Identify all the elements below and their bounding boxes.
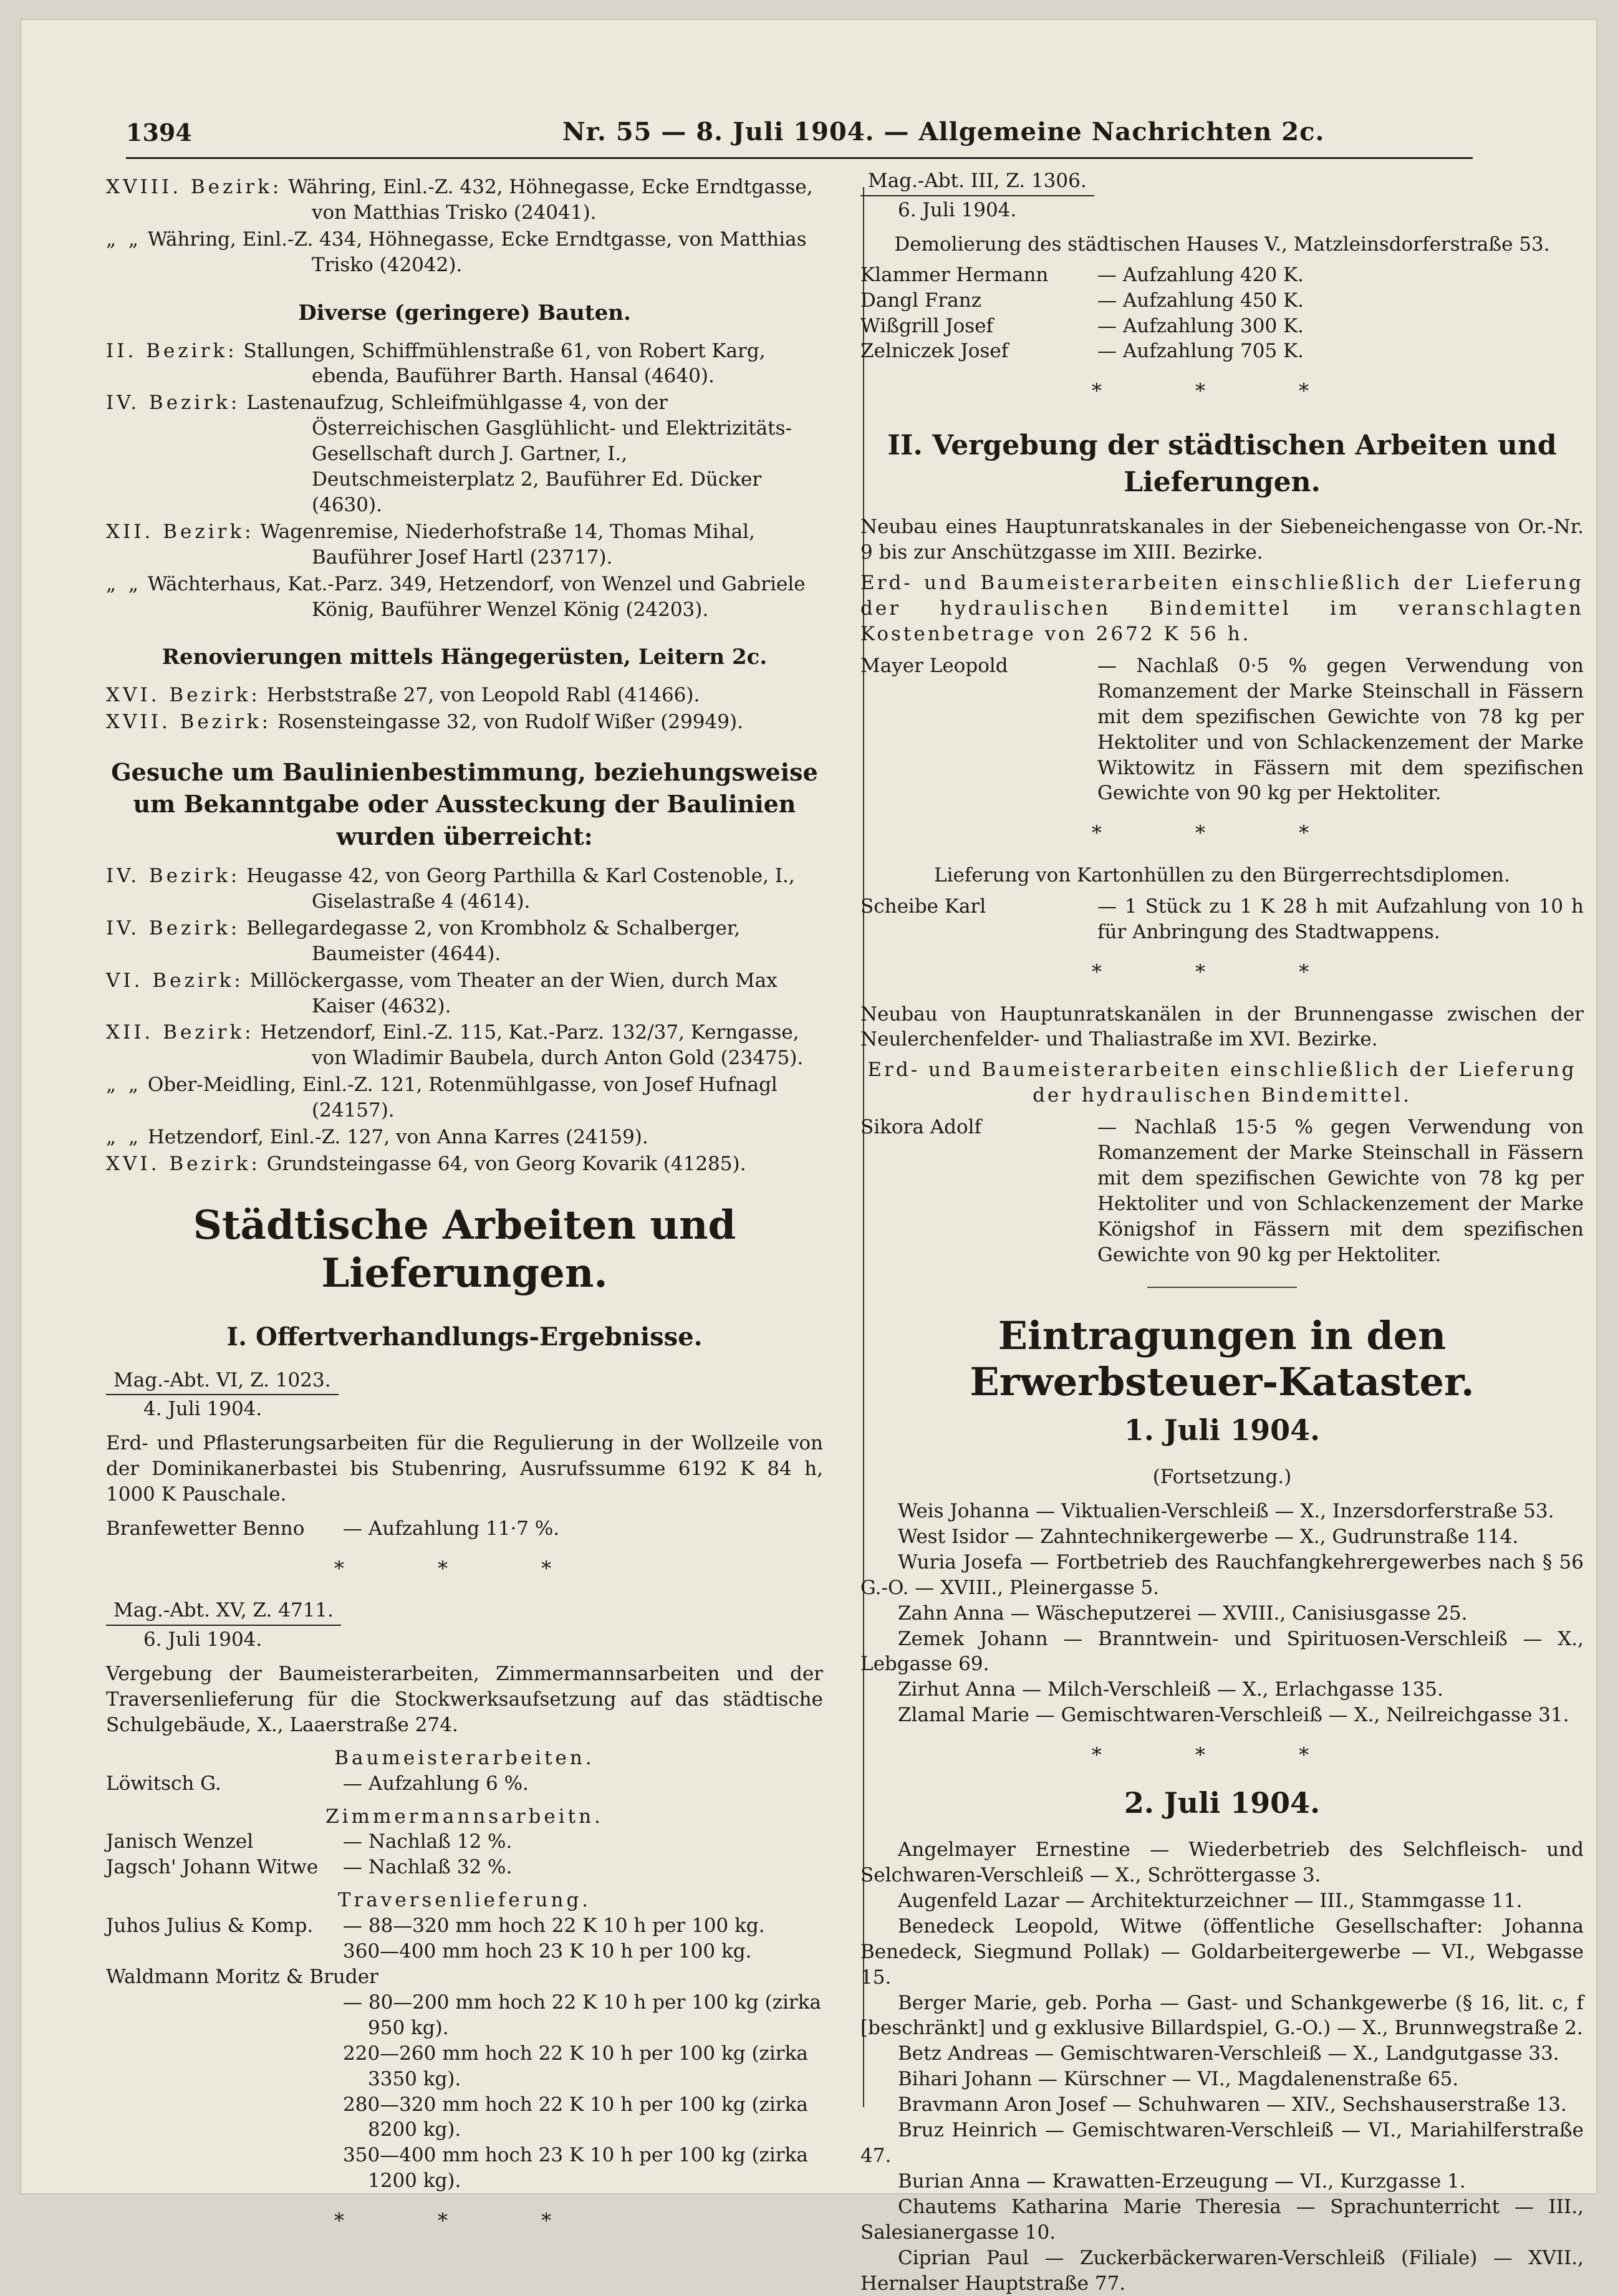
bezirk-entry: IV. Bezirk: Bellegardegasse 2, von Krombholz & Schalberger, Baumeister (4644). <box>106 916 741 965</box>
bidder-row: Janisch Wenzel — Nachlaß 12 %. <box>106 1830 513 1853</box>
register-entry: Zemek Johann — Branntwein- und Spirituosen-Verschleiß — X., Lebgasse 69. <box>860 1627 1584 1676</box>
section-title-eintragungen: Eintragungen in den Erwerbsteuer-Kataster. <box>970 1312 1475 1405</box>
separator-stars: * * * <box>1091 960 1353 984</box>
award-title: Demolierung des städtischen Hauses V., Matzleinsdorferstraße 53. <box>894 233 1550 256</box>
register-entry: Benedeck Leopold, Witwe (öffentliche Gesellschafter: Johanna Benedeck, Siegmund Pollak) — Goldarbeitergewerbe — VI., Webgasse 15. <box>860 1914 1584 1989</box>
award-block <box>860 863 1584 946</box>
award-title: Neubau eines Hauptunratskanales in der Siebeneichengasse von Or.-Nr. 9 bis zur Anschützgasse im XIII. Bezirke. <box>860 516 1584 564</box>
register-entry: Zlamal Marie — Gemischtwaren-Verschleiß — X., Neilreichgasse 31. <box>898 1704 1569 1727</box>
bezirk-entry: „ „ Hetzendorf, Einl.-Z. 127, von Anna Karres (24159). <box>106 1126 648 1149</box>
bezirk-entry: XVII. Bezirk: Rosensteingasse 32, von Rudolf Wißer (29949). <box>106 711 743 734</box>
bidder-row: Zelniczek Josef — Aufzahlung 705 K. <box>860 340 1304 363</box>
separator-stars: * * * <box>334 2209 595 2233</box>
register-entry: Bruz Heinrich — Gemischtwaren-Verschleiß — VI., Mariahilferstraße 47. <box>860 2119 1584 2167</box>
award-date: 4. Juli 1904. <box>143 1398 262 1421</box>
register-entry: Wuria Josefa — Fortbetrieb des Rauchfangkehrergewerbes nach § 56 G.-O. — XVIII., Pleinergasse 5. <box>860 1550 1584 1599</box>
bidder-row: Wißgrill Josef — Aufzahlung 300 K. <box>860 314 1304 337</box>
award-title: Vergebung der Baumeisterarbeiten, Zimmermannsarbeiten und der Traversenlieferung für die Stockwerksaufsetzung auf das städtische Schulgebäude, X., Laaerstraße 274. <box>106 1663 823 1736</box>
bezirk-entry: XVI. Bezirk: Grundsteingasse 64, von Georg Kovarik (41285). <box>106 1153 746 1176</box>
department-ref: Mag.-Abt. VI, Z. 1023. <box>106 1368 339 1396</box>
bidder-row: Jagsch' Johann Witwe — Nachlaß 32 %. <box>106 1856 513 1879</box>
register-list <box>860 1837 1584 2296</box>
section-rule <box>1147 1287 1297 1288</box>
award-block <box>860 168 1584 364</box>
award-date: 6. Juli 1904. <box>143 1628 262 1651</box>
award-block <box>860 514 1584 806</box>
award-title: Neubau von Hauptunratskanälen in der Brunnengasse zwischen der Neulerchenfelder- und Thaliastraße im XVI. Bezirke. <box>860 1002 1584 1051</box>
running-header: Nr. 55 — 8. Juli 1904. — Allgemeine Nachrichten 2c. <box>562 117 1325 147</box>
price-lines: — 80—200 mm hoch 22 K 10 h per 100 kg (zirka 950 kg). 220—260 mm hoch 22 K 10 h per 100 kg (zirka 3350 kg). 280—320 mm hoch 22 K 10 h per 100 kg (zirka 8200 kg). 350—400 mm hoch 23 K 10 h per 100 kg (zirka 1200 kg). <box>343 1991 822 2193</box>
section-heading-renovierungen: Renovierungen mittels Hängegerüsten, Leitern 2c. <box>161 645 768 670</box>
award-title: Lieferung von Kartonhüllen zu den Bürgerrechtsdiplomen. <box>934 863 1510 886</box>
section-heading-offert: I. Offertverhandlungs-Ergebnisse. <box>226 1322 703 1352</box>
bidder-row: Dangl Franz — Aufzahlung 450 K. <box>860 289 1304 312</box>
bidder-row: 360—400 mm hoch 23 K 10 h per 100 kg. <box>343 1940 752 1963</box>
bezirk-entry: VI. Bezirk: Millöckergasse, vom Theater an der Wien, durch Max Kaiser (4632). <box>106 969 778 1017</box>
register-entry: Weis Johanna — Viktualien-Verschleiß — X., Inzersdorferstraße 53. <box>898 1499 1554 1522</box>
award-subheading: Traversenlieferung. <box>337 1889 592 1912</box>
register-entry: Angelmayer Ernestine — Wiederbetrieb des Selchfleisch- und Selchwaren-Verschleiß — X., Schröttergasse 3. <box>860 1838 1584 1886</box>
header-rule <box>126 157 1473 159</box>
section-heading-gesuche: Gesuche um Baulinienbestimmung, beziehungsweise um Bekanntgabe oder Aussteckung der Baulinien wurden überreicht: <box>111 758 818 850</box>
award-subheading: Zimmermannsarbeitn. <box>325 1805 604 1828</box>
bezirk-entry: „ „ Währing, Einl.-Z. 434, Höhnegasse, Ecke Erndtgasse, von Matthias Trisko (42042). <box>106 228 807 276</box>
bezirk-entry: XII. Bezirk: Hetzendorf, Einl.-Z. 115, Kat.-Parz. 132/37, Kerngasse, von Wladimir Baubela, durch Anton Gold (23475). <box>106 1021 804 1070</box>
bidder-row: Klammer Hermann — Aufzahlung 420 K. <box>860 263 1304 286</box>
register-entry: Ciprian Paul — Zuckerbäckerwaren-Verschleiß (Filiale) — XVII., Hernalser Hauptstraße 77. <box>860 2246 1584 2295</box>
register-entry: West Isidor — Zahntechnikergewerbe — X., Gudrunstraße 114. <box>898 1525 1519 1548</box>
bezirk-entry: IV. Bezirk: Heugasse 42, von Georg Parthilla & Karl Costenoble, I., Giselastraße 4 (4614). <box>106 865 795 913</box>
register-entry: Berger Marie, geb. Porha — Gast- und Schankgewerbe (§ 16, lit. c, f [beschränkt] und g exklusive Billardspiel, G.-O.) — X., Brunnwegstraße 2. <box>860 1991 1584 2040</box>
date-heading: 2. Juli 1904. <box>1124 1786 1321 1820</box>
register-entry: Bihari Johann — Kürschner — VI., Magdalenenstraße 65. <box>898 2068 1459 2091</box>
register-list <box>860 1499 1584 1728</box>
bidder-row: Waldmann Moritz & Bruder <box>106 1965 378 1988</box>
bidder-row: Juhos Julius & Komp. — 88—320 mm hoch 22 K 10 h per 100 kg. <box>106 1914 765 1938</box>
separator-stars: * * * <box>1091 821 1353 845</box>
award-block <box>106 1598 823 2194</box>
department-ref: Mag.-Abt. III, Z. 1306. <box>860 168 1094 196</box>
bidder-row: Löwitsch G. — Aufzahlung 6 %. <box>106 1772 529 1795</box>
bezirk-entry: IV. Bezirk: Lastenaufzug, Schleifmühlgasse 4, von der Österreichischen Gasglühlicht- und Elektrizitäts-Gesellschaft durch J. Gartner, I., Deutschmeisterplatz 2, Bauführer Ed. Dücker (4630). <box>106 391 792 516</box>
bidder-row: Branfewetter Benno — Aufzahlung 11·7 %. <box>106 1517 560 1540</box>
bidder-row: Sikora Adolf — Nachlaß 15·5 % gegen Verwendung von Romanzement der Marke Steinschall in Fässern mit dem spezifischen Gewichte von 78 kg per Hektoliter und von Schlackenzement der Marke Königshof in Fässern mit dem spezifischen Gewichte von 90 kg per Hektoliter. <box>860 1116 1584 1266</box>
bezirk-entry: „ „ Wächterhaus, Kat.-Parz. 349, Hetzendorf, von Wenzel und Gabriele König, Bauführer Wenzel König (24203). <box>106 572 806 621</box>
register-entry: Augenfeld Lazar — Architekturzeichner — III., Stammgasse 11. <box>898 1889 1523 1912</box>
department-ref: Mag.-Abt. XV, Z. 4711. <box>106 1598 341 1626</box>
bezirk-entry: II. Bezirk: Stallungen, Schiffmühlenstraße 61, von Robert Karg, ebenda, Bauführer Barth. Hansal (4640). <box>106 339 766 388</box>
bezirk-entry: „ „ Ober-Meidling, Einl.-Z. 121, Rotenmühlgasse, von Josef Hufnagl (24157). <box>106 1074 778 1122</box>
award-subheading: Erd- und Baumeisterarbeiten einschließlich der Lieferung der hydraulischen Bindemittel im veranschlagten Kostenbetrage von 2672 K 56 h. <box>860 572 1584 645</box>
award-date: 6. Juli 1904. <box>898 198 1017 221</box>
left-column <box>106 175 823 2250</box>
page-number: 1394 <box>126 118 192 147</box>
bezirk-list-top <box>106 175 823 278</box>
register-entry: Chautems Katharina Marie Theresia — Sprachunterricht — III., Salesianergasse 10. <box>860 2195 1584 2244</box>
award-subheading: Baumeisterarbeiten. <box>334 1746 595 1769</box>
section-heading-vergebung: II. Vergebung der städtischen Arbeiten und Lieferungen. <box>887 429 1557 498</box>
register-entry: Burian Anna — Krawatten-Erzeugung — VI., Kurzgasse 1. <box>898 2169 1466 2193</box>
bidder-row: Scheibe Karl — 1 Stück zu 1 K 28 h mit Aufzahlung von 10 h für Anbringung des Stadtwappens. <box>860 895 1584 944</box>
right-column <box>860 168 1584 2296</box>
award-title: Erd- und Pflasterungsarbeiten für die Regulierung in der Wollzeile von der Dominikanerbastei bis Stubenring, Ausrufssumme 6192 K 84 h, 1000 K Pauschale. <box>106 1432 823 1506</box>
separator-stars: * * * <box>1091 1743 1353 1767</box>
award-block <box>860 1002 1584 1268</box>
date-heading: 1. Juli 1904. <box>1124 1413 1321 1448</box>
section-heading-diverse: Diverse (geringere) Bauten. <box>298 300 631 325</box>
bezirk-entry: XVI. Bezirk: Herbststraße 27, von Leopold Rabl (41466). <box>106 684 700 707</box>
award-block <box>106 1368 823 1542</box>
continuation-note: (Fortsetzung.) <box>1152 1466 1292 1489</box>
register-entry: Bravmann Aron Josef — Schuhwaren — XIV., Sechshauserstraße 13. <box>898 2093 1567 2116</box>
section-title-staedtische-arbeiten: Städtische Arbeiten und Lieferungen. <box>193 1201 736 1297</box>
bidder-row: Mayer Leopold — Nachlaß 0·5 % gegen Verwendung von Romanzement der Marke Steinschall in Fässern mit dem spezifischen Gewichte von 78 kg per Hektoliter und von Schlackenzement der Marke Wiktowitz in Fässern mit dem spezifischen Gewichte von 90 kg per Hektoliter. <box>860 654 1584 805</box>
separator-stars: * * * <box>334 1556 595 1580</box>
separator-stars: * * * <box>1091 379 1353 403</box>
bezirk-entry: XVIII. Bezirk: Währing, Einl.-Z. 432, Höhnegasse, Ecke Erndtgasse, von Matthias Trisko (24041). <box>106 176 813 224</box>
register-entry: Zahn Anna — Wäscheputzerei — XVIII., Canisiusgasse 25. <box>898 1602 1468 1625</box>
register-entry: Zirhut Anna — Milch-Verschleiß — X., Erlachgasse 135. <box>898 1678 1443 1701</box>
bezirk-entry: XII. Bezirk: Wagenremise, Niederhofstraße 14, Thomas Mihal, Bauführer Josef Hartl (23717). <box>106 520 755 569</box>
register-entry: Betz Andreas — Gemischtwaren-Verschleiß — X., Landgutgasse 33. <box>898 2042 1559 2065</box>
award-subheading: Erd- und Baumeisterarbeiten einschließlich der Lieferung der hydraulischen Bindemittel. <box>867 1059 1577 1107</box>
